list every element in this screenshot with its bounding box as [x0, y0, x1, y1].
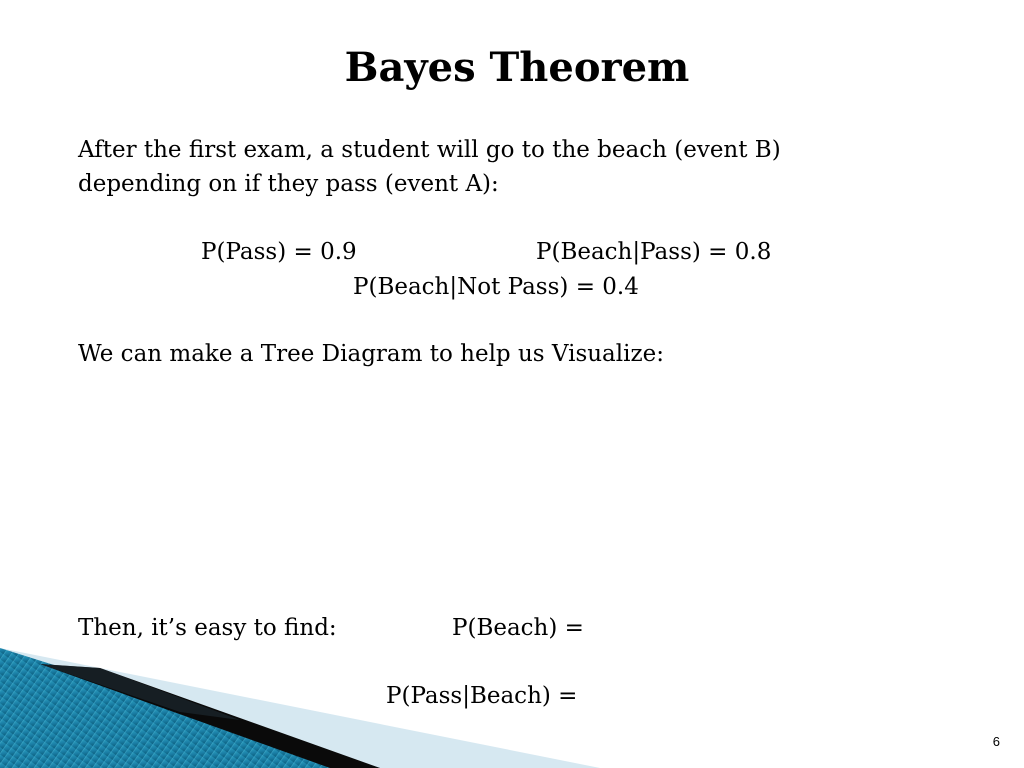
probability-beach-formula: P(Beach) = — [452, 615, 584, 641]
probability-pass-given-beach-formula: P(Pass|Beach) = — [386, 683, 578, 709]
page-number: 6 — [992, 734, 1000, 749]
intro-text-line-2: depending on if they pass (event A): — [78, 171, 499, 197]
probability-beach-given-not-pass: P(Beach|Not Pass) = 0.4 — [353, 274, 639, 300]
tree-diagram-prompt: We can make a Tree Diagram to help us Visualize: — [78, 341, 664, 367]
intro-text-line-1: After the first exam, a student will go to the beach (event B) — [78, 137, 781, 163]
then-easy-to-find-label: Then, it’s easy to find: — [78, 615, 337, 641]
probability-pass: P(Pass) = 0.9 — [201, 239, 357, 265]
probability-beach-given-pass: P(Beach|Pass) = 0.8 — [536, 239, 772, 265]
slide-title: Bayes Theorem — [344, 44, 690, 91]
